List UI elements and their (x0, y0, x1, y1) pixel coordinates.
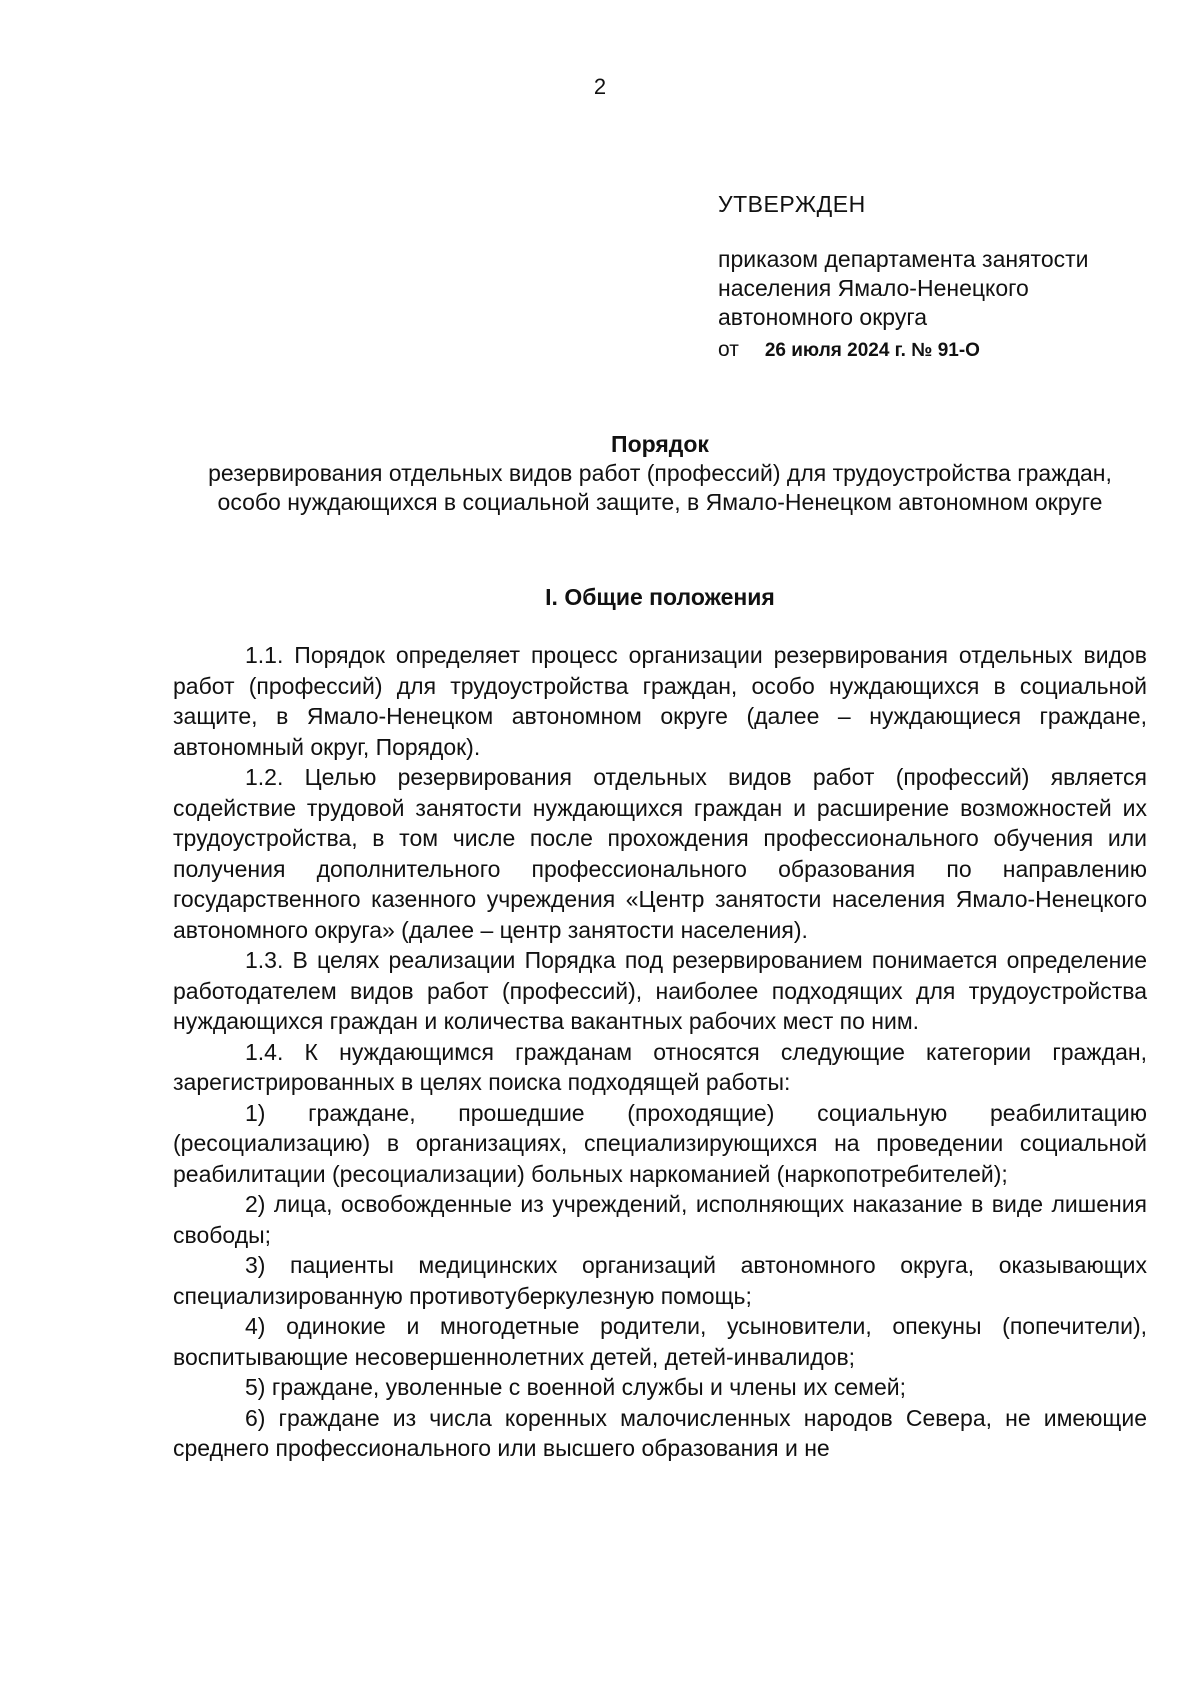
document-title: Порядок (611, 431, 709, 457)
list-item-3: 3) пациенты медицинских организаций автономного округа, оказывающих специализированную противотуберкулезную помощь; (173, 1252, 1147, 1309)
list-item-1: 1) граждане, прошедшие (проходящие) социальную реабилитацию (ресоциализацию) в организациях, специализирующихся на проведении социальной реабилитации (ресоциализации) больных наркоманией (наркопотребителей); (173, 1099, 1147, 1187)
document-subtitle: резервирования отдельных видов работ (профессий) для трудоустройства граждан, особо нуждающихся в социальной защите, в Ямало-Ненецком автономном округе (208, 460, 1112, 515)
approval-order-text: приказом департамента занятости населения Ямало-Ненецкого автономного округа (718, 246, 1089, 330)
section-heading: I. Общие положения (545, 584, 775, 610)
approval-date-prefix: от (718, 338, 739, 361)
approval-stamp-heading: УТВЕРЖДЕН (718, 191, 866, 217)
approval-date-line (718, 334, 1158, 365)
document-title-block (180, 430, 1140, 517)
paragraph-1-3: 1.3. В целях реализации Порядка под резервированием понимается определение работодателем видов работ (профессий), наиболее подходящих для трудоустройства нуждающихся граждан и количества вакантных рабочих мест по ним. (173, 947, 1147, 1034)
approval-date-value: 26 июля 2024 г. № 91-О (764, 340, 980, 361)
list-item-6: 6) граждане из числа коренных малочисленных народов Севера, не имеющие среднего профессионального или высшего образования и не (173, 1404, 1147, 1461)
paragraph-1-2: 1.2. Целью резервирования отдельных видов работ (профессий) является содействие трудовой занятости нуждающихся граждан и расширение возможностей их трудоустройства, в том числе после прохождения профессионального обучения или получения дополнительного профессионального образования по направлению государственного казенного учреждения «Центр занятости населения Ямало-Ненецкого автономного округа» (далее – центр занятости населения). (173, 764, 1147, 943)
paragraph-1-4: 1.4. К нуждающимся гражданам относятся следующие категории граждан, зарегистрированных в целях поиска подходящей работы: (173, 1038, 1147, 1095)
paragraph-1-1: 1.1. Порядок определяет процесс организации резервирования отдельных видов работ (профессий) для трудоустройства граждан, особо нуждающихся в социальной защите, в Ямало-Ненецком автономном округе (далее – нуждающиеся граждане, автономный округ, Порядок). (173, 642, 1147, 760)
list-item-5: 5) граждане, уволенные с военной службы и члены их семей; (245, 1374, 906, 1400)
approval-block (718, 190, 1158, 365)
list-item-2: 2) лица, освобожденные из учреждений, исполняющих наказание в виде лишения свободы; (173, 1191, 1147, 1248)
list-item-4: 4) одинокие и многодетные родители, усыновители, опекуны (попечители), воспитывающие несовершеннолетних детей, детей-инвалидов; (173, 1313, 1147, 1370)
page-number: 2 (593, 74, 607, 99)
document-body (173, 640, 1147, 1464)
